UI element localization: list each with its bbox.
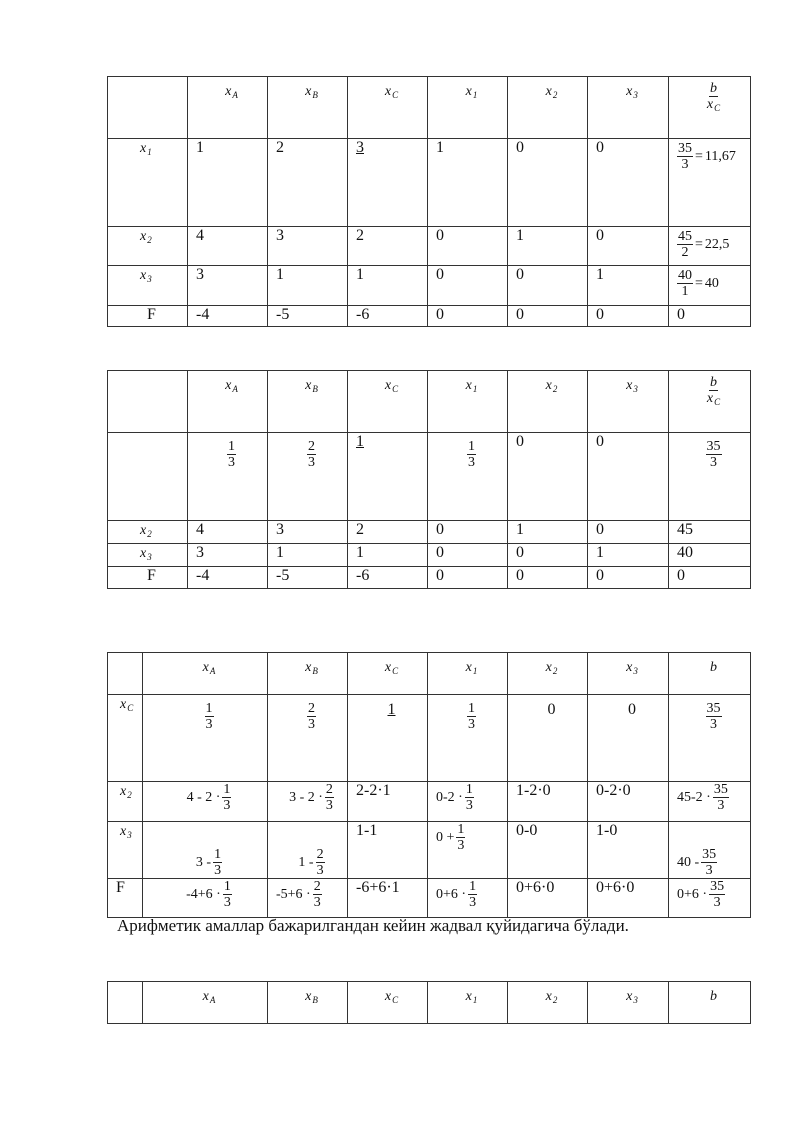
cell: 0: [588, 567, 669, 589]
header-x3: $x_3$: [588, 77, 669, 139]
corner-cell: [108, 77, 188, 139]
cell: 0-2·0: [588, 782, 669, 822]
cell: -5: [268, 567, 348, 589]
cell: 1-2·0: [508, 782, 588, 822]
cell: 1: [348, 544, 428, 567]
cell: 0: [508, 139, 588, 227]
cell: $\frac{1}{3}$: [143, 695, 268, 782]
cell: $\frac{2}{3}$: [268, 433, 348, 521]
row-label: [108, 433, 188, 521]
header-xA: $x_A$: [188, 371, 268, 433]
cell: 1: [428, 139, 508, 227]
header-row: [108, 653, 751, 695]
cell: 1 - $\frac{2}{3}$: [268, 822, 348, 879]
header-xC: $x_C$: [348, 653, 428, 695]
cell: 1-1: [348, 822, 428, 879]
cell: -6: [348, 567, 428, 589]
header-x2: $x_2$: [508, 371, 588, 433]
row-label: $x_3$: [108, 266, 188, 306]
corner-cell: [108, 653, 143, 695]
header-xA: $x_A$: [143, 653, 268, 695]
cell: 0: [588, 227, 669, 266]
row-label: $x_3$: [108, 822, 143, 879]
header-xC: $x_C$: [348, 982, 428, 1024]
table-row: [108, 544, 751, 567]
table-row: [108, 139, 751, 227]
simplex-table-2: [107, 370, 751, 589]
cell: 0: [428, 544, 508, 567]
cell: 1: [588, 544, 669, 567]
cell: 0: [588, 521, 669, 544]
cell: 0 + $\frac{1}{3}$: [428, 822, 508, 879]
cell: 0: [428, 306, 508, 327]
cell: 0: [508, 266, 588, 306]
cell: 45: [669, 521, 751, 544]
row-label: F: [108, 879, 143, 918]
header-row: [108, 77, 751, 139]
cell: 3: [268, 521, 348, 544]
cell: 1-0: [588, 822, 669, 879]
header-x2: $x_2$: [508, 653, 588, 695]
cell: 0-2 · $\frac{1}{3}$: [428, 782, 508, 822]
cell: 0: [508, 544, 588, 567]
cell: 1: [508, 521, 588, 544]
table-row: [108, 782, 751, 822]
cell: 0: [428, 227, 508, 266]
simplex-table-1: [107, 76, 751, 327]
header-x1: $x_1$: [428, 653, 508, 695]
header-xB: $x_B$: [268, 653, 348, 695]
cell: $\frac{2}{3}$: [268, 695, 348, 782]
cell: 0: [428, 266, 508, 306]
cell: 0: [508, 306, 588, 327]
cell: 0: [588, 139, 669, 227]
table-row: [108, 695, 751, 782]
cell: 2: [348, 227, 428, 266]
cell: 4 - 2 · $\frac{1}{3}$: [143, 782, 268, 822]
cell: -4: [188, 567, 268, 589]
cell: 1: [588, 266, 669, 306]
cell: 1: [268, 266, 348, 306]
header-x3: $x_3$: [588, 653, 669, 695]
cell: 3: [188, 544, 268, 567]
header-x2: $x_2$: [508, 77, 588, 139]
cell: 40 - $\frac{35}{3}$: [669, 822, 751, 879]
cell: 2: [268, 139, 348, 227]
table-row: [108, 227, 751, 266]
cell: -6+6·1: [348, 879, 428, 918]
header-x3: $x_3$: [588, 371, 669, 433]
cell: $\frac{1}{3}$: [428, 695, 508, 782]
simplex-table-4: [107, 981, 751, 1024]
cell: 1: [268, 544, 348, 567]
cell: -5: [268, 306, 348, 327]
cell: 0: [588, 433, 669, 521]
objective-row: [108, 567, 751, 589]
header-row: [108, 982, 751, 1024]
table-row: [108, 266, 751, 306]
pivot-cell: 1: [348, 433, 428, 521]
table-row: [108, 433, 751, 521]
row-label: $x_2$: [108, 782, 143, 822]
cell: 0: [669, 567, 751, 589]
cell: 45-2 · $\frac{35}{3}$: [669, 782, 751, 822]
header-x3: $x_3$: [588, 982, 669, 1024]
header-xB: $x_B$: [268, 982, 348, 1024]
header-x1: $x_1$: [428, 982, 508, 1024]
header-xC: $x_C$: [348, 77, 428, 139]
table-row: [108, 521, 751, 544]
objective-row: [108, 879, 751, 918]
row-label: $x_1$: [108, 139, 188, 227]
cell: 0: [508, 433, 588, 521]
row-label: $x_C$: [108, 695, 143, 782]
header-xC: $x_C$: [348, 371, 428, 433]
cell: 3 - 2 · $\frac{2}{3}$: [268, 782, 348, 822]
ratio-cell: $\frac{45}{2}$ = 22,5: [669, 227, 751, 266]
cell: -6: [348, 306, 428, 327]
cell: 0: [428, 521, 508, 544]
header-b-over-xC: $\frac{b}{x_C}$: [669, 77, 751, 139]
header-b: b: [669, 982, 751, 1024]
cell: 3: [188, 266, 268, 306]
cell: 0+6 · $\frac{35}{3}$: [669, 879, 751, 918]
cell: 40: [669, 544, 751, 567]
header-b: b: [669, 653, 751, 695]
cell: 4: [188, 227, 268, 266]
header-xB: $x_B$: [268, 77, 348, 139]
cell: -5+6 · $\frac{2}{3}$: [268, 879, 348, 918]
cell: $\frac{1}{3}$: [188, 433, 268, 521]
ratio-cell: $\frac{40}{1}$ = 40: [669, 266, 751, 306]
cell: -4+6 · $\frac{1}{3}$: [143, 879, 268, 918]
cell: $\frac{1}{3}$: [428, 433, 508, 521]
header-xA: $x_A$: [188, 77, 268, 139]
header-x1: $x_1$: [428, 371, 508, 433]
cell: -4: [188, 306, 268, 327]
cell: 0+6·0: [508, 879, 588, 918]
row-label: F: [108, 306, 188, 327]
header-row: [108, 371, 751, 433]
header-x2: $x_2$: [508, 982, 588, 1024]
header-xA: $x_A$: [143, 982, 268, 1024]
cell: 3 - $\frac{1}{3}$: [143, 822, 268, 879]
cell: 0+6·0: [588, 879, 669, 918]
header-x1: $x_1$: [428, 77, 508, 139]
cell: 4: [188, 521, 268, 544]
row-label: $x_3$: [108, 544, 188, 567]
cell: 0: [508, 567, 588, 589]
row-label: $x_2$: [108, 227, 188, 266]
pivot-cell: 1: [348, 695, 428, 782]
corner-cell: [108, 371, 188, 433]
corner-cell: [108, 982, 143, 1024]
cell: 1: [508, 227, 588, 266]
cell: $\frac{35}{3}$: [669, 433, 751, 521]
cell: 0: [669, 306, 751, 327]
ratio-cell: $\frac{35}{3}$ = 11,67: [669, 139, 751, 227]
header-xB: $x_B$: [268, 371, 348, 433]
row-label: F: [108, 567, 188, 589]
cell: 1: [188, 139, 268, 227]
objective-row: [108, 306, 751, 327]
cell: $\frac{35}{3}$: [669, 695, 751, 782]
cell: 2: [348, 521, 428, 544]
table-row: [108, 822, 751, 879]
cell: 0: [588, 695, 669, 782]
cell: 0: [588, 306, 669, 327]
cell: 2-2·1: [348, 782, 428, 822]
cell: 0: [508, 695, 588, 782]
cell: 0: [428, 567, 508, 589]
caption-text: Арифметик амаллар бажарилгандан кейин жадвал қуйидагича бўлади.: [117, 916, 629, 935]
cell: 1: [348, 266, 428, 306]
simplex-table-3: [107, 652, 751, 918]
pivot-cell: 3: [348, 139, 428, 227]
row-label: $x_2$: [108, 521, 188, 544]
cell: 0-0: [508, 822, 588, 879]
cell: 3: [268, 227, 348, 266]
header-b-over-xC: $\frac{b}{x_C}$: [669, 371, 751, 433]
cell: 0+6 · $\frac{1}{3}$: [428, 879, 508, 918]
